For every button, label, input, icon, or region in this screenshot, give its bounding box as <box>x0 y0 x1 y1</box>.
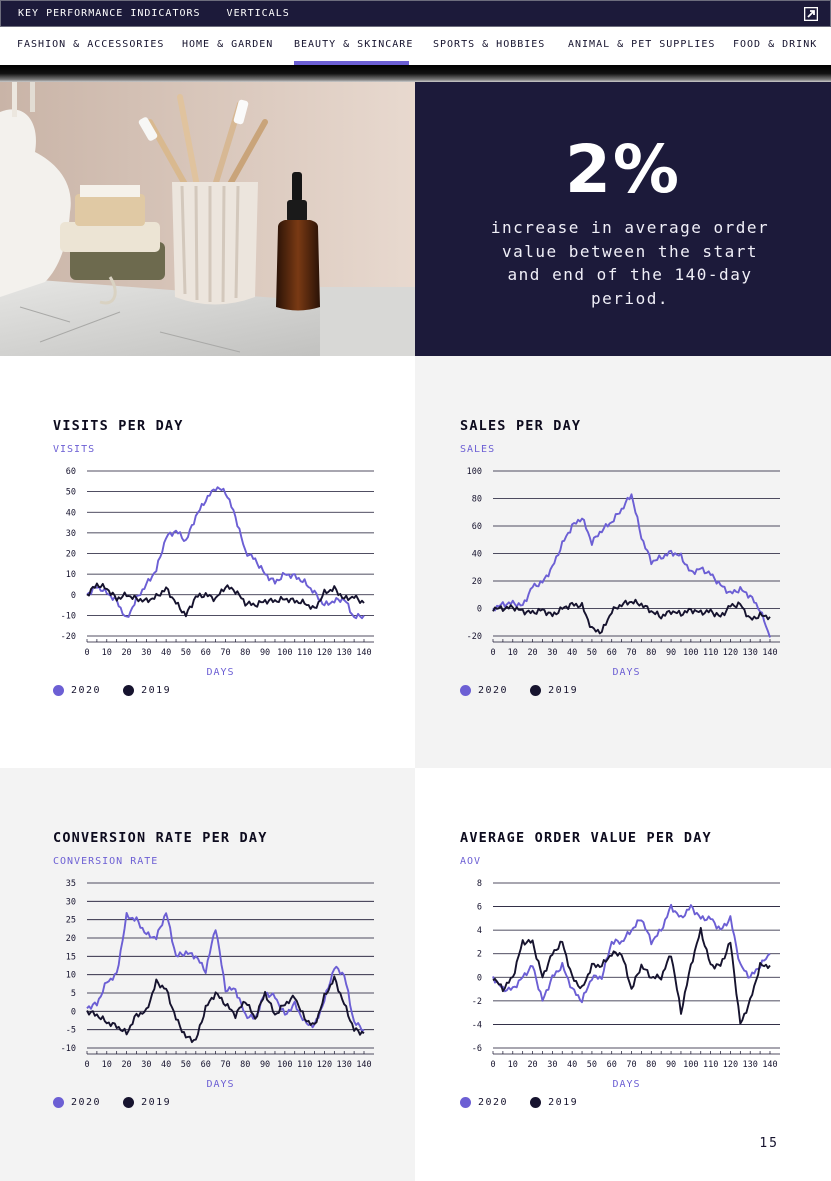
y-tick-label: 50 <box>65 487 76 498</box>
verticals-nav <box>0 27 831 65</box>
x-tick-label: 20 <box>527 1060 538 1070</box>
tab-beauty-skincare[interactable]: BEAUTY & SKINCARE <box>294 39 414 50</box>
x-tick-label: 120 <box>722 648 739 658</box>
y-tick-label: 30 <box>65 897 76 908</box>
x-tick-label: 130 <box>742 1060 758 1070</box>
y-tick-label: 25 <box>65 915 76 926</box>
x-tick-label: 70 <box>220 648 231 658</box>
chart-panel-aov <box>415 768 831 1181</box>
x-tick-label: 40 <box>161 1060 172 1070</box>
x-tick-label: 60 <box>606 648 617 658</box>
x-axis-label: DAYS <box>206 1079 235 1090</box>
y-tick-label: -5 <box>65 1025 76 1036</box>
x-tick-label: 90 <box>665 648 677 658</box>
x-tick-label: 30 <box>547 648 558 658</box>
chart-title: CONVERSION RATE PER DAY <box>53 830 268 846</box>
y-tick-label: 10 <box>65 570 76 581</box>
visits-chart <box>0 456 416 686</box>
x-tick-label: 130 <box>742 648 758 658</box>
series-line-2020 <box>87 913 364 1031</box>
y-tick-label: 0 <box>476 973 482 984</box>
y-tick-label: 40 <box>65 508 76 519</box>
y-tick-label: 6 <box>476 902 482 913</box>
x-tick-label: 10 <box>507 648 518 658</box>
y-tick-label: 0 <box>476 604 482 615</box>
chart-panel-conversion <box>0 768 416 1181</box>
x-tick-label: 130 <box>336 648 352 658</box>
hero-stat-value: 2% <box>564 131 682 208</box>
x-tick-label: 50 <box>180 648 192 658</box>
y-tick-label: 20 <box>471 577 482 587</box>
x-tick-label: 80 <box>646 648 657 658</box>
x-axis-label: DAYS <box>612 667 641 678</box>
chart-title: AVERAGE ORDER VALUE PER DAY <box>460 830 712 846</box>
chart-title: VISITS PER DAY <box>53 418 184 434</box>
x-tick-label: 0 <box>490 1060 496 1070</box>
external-link-icon[interactable] <box>804 7 818 21</box>
legend-dot-2020 <box>460 685 471 696</box>
x-tick-label: 20 <box>121 1060 132 1070</box>
x-axis-label: DAYS <box>206 667 235 678</box>
series-line-2019 <box>87 584 364 617</box>
y-tick-label: -20 <box>466 632 482 642</box>
y-tick-label: 0 <box>70 590 76 601</box>
sales-chart <box>415 456 831 686</box>
x-tick-label: 140 <box>762 648 778 658</box>
x-tick-label: 80 <box>240 1060 251 1070</box>
x-tick-label: 90 <box>665 1060 677 1070</box>
x-tick-label: 140 <box>356 648 372 658</box>
x-tick-label: 110 <box>702 648 719 658</box>
x-tick-label: 0 <box>84 648 90 658</box>
tab-home-garden[interactable]: HOME & GARDEN <box>182 39 274 50</box>
legend-label-2019: 2019 <box>141 1097 172 1108</box>
tab-food-drink[interactable]: FOOD & DRINK <box>733 39 818 50</box>
legend-label-2019: 2019 <box>548 1097 579 1108</box>
y-tick-label: 20 <box>65 549 76 560</box>
x-tick-label: 110 <box>296 648 313 658</box>
y-tick-label: 80 <box>471 494 482 505</box>
x-tick-label: 90 <box>259 1060 271 1070</box>
legend-dot-2019 <box>123 685 134 696</box>
chart-panel-visits <box>0 356 416 769</box>
x-tick-label: 20 <box>121 648 132 658</box>
x-tick-label: 40 <box>567 648 578 658</box>
y-tick-label: -2 <box>471 996 482 1007</box>
x-tick-label: 90 <box>259 648 271 658</box>
x-tick-label: 100 <box>683 648 699 658</box>
x-tick-label: 130 <box>336 1060 352 1070</box>
legend-dot-2020 <box>460 1097 471 1108</box>
x-tick-label: 60 <box>606 1060 617 1070</box>
x-tick-label: 70 <box>220 1060 231 1070</box>
x-tick-label: 20 <box>527 648 538 658</box>
x-tick-label: 40 <box>161 648 172 658</box>
x-tick-label: 30 <box>141 1060 152 1070</box>
hero-stat-description: increase in average order value between the start and end of the 140-day period. <box>490 218 770 308</box>
page-number: 15 <box>759 1136 779 1151</box>
hero-stat-panel <box>415 82 831 356</box>
y-tick-label: 15 <box>65 952 76 963</box>
x-tick-label: 10 <box>507 1060 518 1070</box>
y-tick-label: -10 <box>60 1044 76 1054</box>
series-line-2020 <box>493 494 770 637</box>
chart-panel-sales <box>415 356 831 769</box>
x-tick-label: 120 <box>316 1060 333 1070</box>
y-tick-label: 0 <box>70 1007 76 1018</box>
series-line-2019 <box>493 600 770 634</box>
legend-dot-2020 <box>53 1097 64 1108</box>
x-tick-label: 70 <box>626 648 637 658</box>
y-tick-label: 60 <box>471 522 482 532</box>
legend-label-2020: 2020 <box>71 685 102 696</box>
y-tick-label: 4 <box>476 926 482 937</box>
y-tick-label: 35 <box>65 879 76 889</box>
nav-link-verticals[interactable]: VERTICALS <box>226 8 290 19</box>
legend-label-2019: 2019 <box>548 685 579 696</box>
y-tick-label: 5 <box>70 989 76 999</box>
x-tick-label: 40 <box>567 1060 578 1070</box>
y-tick-label: 20 <box>65 934 76 944</box>
x-tick-label: 120 <box>722 1060 739 1070</box>
legend-label-2020: 2020 <box>478 685 509 696</box>
x-tick-label: 0 <box>490 648 496 658</box>
legend-dot-2019 <box>530 685 541 696</box>
series-line-2019 <box>493 928 770 1024</box>
x-tick-label: 50 <box>586 1060 598 1070</box>
x-tick-label: 140 <box>356 1060 372 1070</box>
x-tick-label: 10 <box>101 1060 112 1070</box>
y-tick-label: 8 <box>476 879 482 889</box>
chart-legend <box>53 685 193 696</box>
tab-animal-pet-supplies[interactable]: ANIMAL & PET SUPPLIES <box>568 39 716 50</box>
legend-label-2020: 2020 <box>478 1097 509 1108</box>
y-tick-label: 100 <box>466 467 482 477</box>
x-tick-label: 110 <box>702 1060 719 1070</box>
x-tick-label: 100 <box>683 1060 699 1070</box>
x-tick-label: 60 <box>200 648 211 658</box>
top-bar <box>0 0 831 27</box>
y-tick-label: 40 <box>471 549 482 560</box>
x-tick-label: 50 <box>586 648 598 658</box>
legend-dot-2019 <box>123 1097 134 1108</box>
x-tick-label: 30 <box>547 1060 558 1070</box>
chart-ylabel: CONVERSION RATE <box>53 856 159 867</box>
x-tick-label: 140 <box>762 1060 778 1070</box>
legend-label-2020: 2020 <box>71 1097 102 1108</box>
nav-link-kpi[interactable]: KEY PERFORMANCE INDICATORS <box>18 8 201 19</box>
legend-dot-2020 <box>53 685 64 696</box>
chart-ylabel: VISITS <box>53 444 96 455</box>
chart-legend <box>460 685 600 696</box>
y-tick-label: 2 <box>476 949 482 960</box>
chart-ylabel: AOV <box>460 856 482 867</box>
y-tick-label: -20 <box>60 632 76 642</box>
x-tick-label: 70 <box>626 1060 637 1070</box>
legend-dot-2019 <box>530 1097 541 1108</box>
x-tick-label: 80 <box>646 1060 657 1070</box>
x-tick-label: 100 <box>277 648 293 658</box>
x-axis-label: DAYS <box>612 1079 641 1090</box>
legend-label-2019: 2019 <box>141 685 172 696</box>
y-tick-label: 10 <box>65 970 76 981</box>
x-tick-label: 10 <box>101 648 112 658</box>
conversion-chart <box>0 868 416 1098</box>
y-tick-label: -10 <box>60 611 76 622</box>
x-tick-label: 100 <box>277 1060 293 1070</box>
tab-fashion-accessories[interactable]: FASHION & ACCESSORIES <box>17 39 165 50</box>
product-photo <box>0 82 415 356</box>
nav-shadow <box>0 65 831 82</box>
x-tick-label: 30 <box>141 648 152 658</box>
chart-ylabel: SALES <box>460 444 496 455</box>
y-tick-label: -6 <box>471 1044 482 1054</box>
y-tick-label: 60 <box>65 467 76 477</box>
x-tick-label: 60 <box>200 1060 211 1070</box>
tab-sports-hobbies[interactable]: SPORTS & HOBBIES <box>433 39 546 50</box>
series-line-2020 <box>87 487 364 618</box>
y-tick-label: 30 <box>65 528 76 539</box>
x-tick-label: 80 <box>240 648 251 658</box>
aov-chart <box>415 868 831 1098</box>
chart-legend <box>53 1097 193 1108</box>
x-tick-label: 120 <box>316 648 333 658</box>
x-tick-label: 110 <box>296 1060 313 1070</box>
chart-legend <box>460 1097 600 1108</box>
x-tick-label: 0 <box>84 1060 90 1070</box>
y-tick-label: -4 <box>471 1020 482 1031</box>
chart-title: SALES PER DAY <box>460 418 582 434</box>
x-tick-label: 50 <box>180 1060 192 1070</box>
